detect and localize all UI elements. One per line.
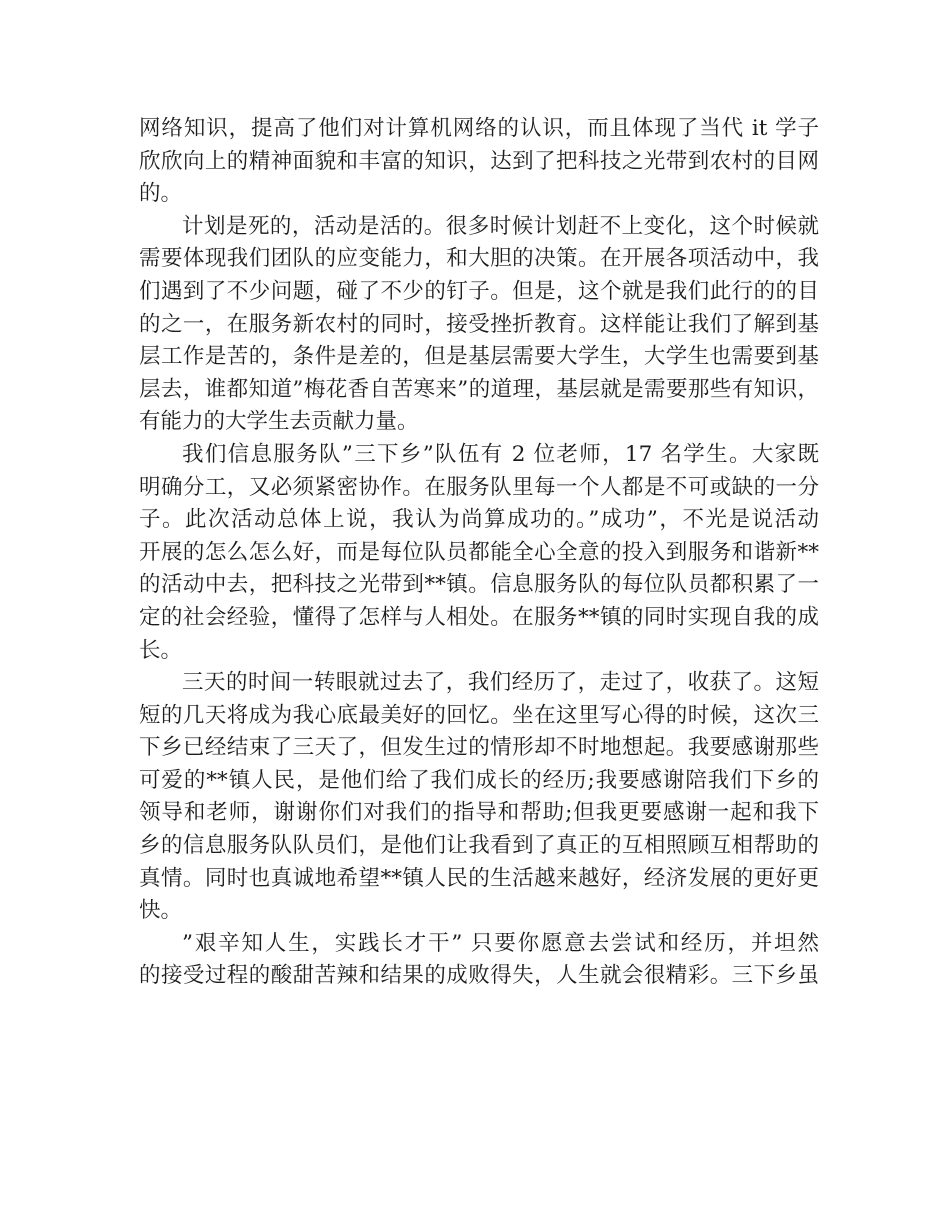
text-line: 层去，谁都知道”梅花香自苦寒来”的道理，基层就是需要那些有知识， [139,376,819,402]
paragraph [139,667,819,928]
text-line: 层工作是苦的，条件是差的，但是基层需要大学生，大学生也需要到基 [139,344,819,370]
text-line: 开展的怎么怎么好，而是每位队员都能全心全意的投入到服务和谐新** [139,539,819,565]
text-line: 短的几天将成为我心底最美好的回忆。坐在这里写心得的时候，这次三 [139,702,819,728]
text-line: 的活动中去，把科技之光带到**镇。信息服务队的每位队员都积累了一 [139,572,819,598]
text-line: 需要体现我们团队的应变能力，和大胆的决策。在开展各项活动中，我 [139,246,819,272]
text-line: 的之一，在服务新农村的同时，接受挫折教育。这样能让我们了解到基 [139,311,819,337]
text-line: 计划是死的，活动是活的。很多时候计划赶不上变化，这个时候就 [182,213,819,239]
text-line: 的接受过程的酸甜苦辣和结果的成败得失，人生就会很精彩。三下乡虽 [139,963,819,989]
text-line: 领导和老师，谢谢你们对我们的指导和帮助;但我更要感谢一起和我下 [139,800,819,826]
paragraph [139,439,819,667]
text-line: 定的社会经验，懂得了怎样与人相处。在服务**镇的同时实现自我的成 [139,604,819,630]
text-line: 下乡已经结束了三天了，但发生过的情形却不时地想起。我要感谢那些 [139,735,819,761]
paragraph [139,928,819,993]
text-line: 们遇到了不少问题，碰了不少的钉子。但是，这个就是我们此行的的目 [139,278,819,304]
text-line: 长。 [139,637,183,663]
text-line: 明确分工，又必须紧密协作。在服务队里每一个人都是不可或缺的一分 [139,474,819,500]
paragraph [139,211,819,439]
text-line: 有能力的大学生去贡献力量。 [139,409,419,435]
text-line: 三天的时间一转眼就过去了，我们经历了，走过了，收获了。这短 [182,670,819,696]
paragraph [139,113,819,211]
text-line: 我们信息服务队”三下乡”队伍有 2 位老师，17 名学生。大家既 [182,441,819,467]
text-line: 欣欣向上的精神面貌和丰富的知识，达到了把科技之光带到农村的目网 [139,148,819,174]
text-line: 子。此次活动总体上说，我认为尚算成功的。”成功”，不光是说活动 [139,507,819,533]
text-line: 网络知识，提高了他们对计算机网络的认识，而且体现了当代 it 学子 [139,116,819,141]
text-line: 的。 [139,181,183,207]
text-line: 可爱的**镇人民，是他们给了我们成长的经历;我要感谢陪我们下乡的 [139,767,819,793]
text-line: 真情。同时也真诚地希望**镇人民的生活越来越好，经济发展的更好更 [139,865,819,891]
body-text [139,113,819,993]
text-line: 快。 [139,898,183,924]
text-line: 乡的信息服务队队员们，是他们让我看到了真正的互相照顾互相帮助的 [139,833,819,859]
text-line: ”艰辛知人生，实践长才干” 只要你愿意去尝试和经历，并坦然 [182,930,819,956]
